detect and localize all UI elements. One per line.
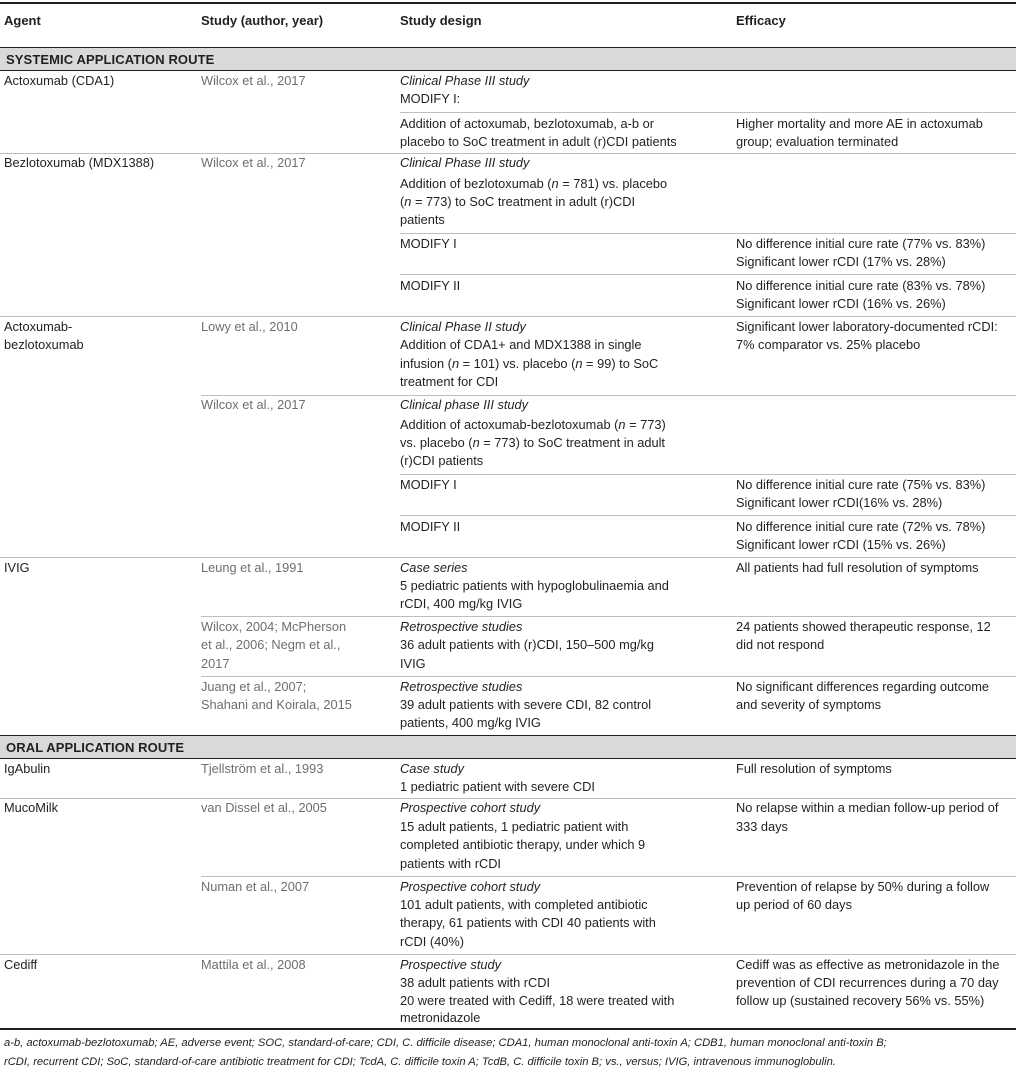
section-systemic-rule xyxy=(0,70,1016,71)
row4-study: Wilcox et al., 2017 xyxy=(201,397,306,412)
row2-sub1-efficacy: No difference initial cure rate (77% vs. 83%) xyxy=(736,236,986,251)
row5-study: Leung et al., 1991 xyxy=(201,560,304,575)
row4-divider xyxy=(400,515,1016,516)
row1-design-title: Clinical Phase III study xyxy=(400,73,530,88)
row3-design-line: treatment for CDI xyxy=(400,374,499,389)
row2-agent: Bezlotoxumab (MDX1388) xyxy=(4,155,155,170)
row9-study: van Dissel et al., 2005 xyxy=(201,800,327,815)
row10-efficacy-line: Prevention of relapse by 50% during a follow xyxy=(736,879,990,894)
row5-design-title: Case series xyxy=(400,560,468,575)
row4-design-line: vs. placebo (n = 773) to SoC treatment in adult xyxy=(400,435,665,450)
row1-study: Wilcox et al., 2017 xyxy=(201,73,306,88)
row2-sub1-efficacy: Significant lower rCDI (17% vs. 28%) xyxy=(736,254,946,269)
row6-design-line: IVIG xyxy=(400,656,426,671)
row7-study: Shahani and Koirala, 2015 xyxy=(201,697,352,712)
bottom-rule xyxy=(0,1028,1016,1030)
row7-efficacy-line: and severity of symptoms xyxy=(736,697,882,712)
row5-efficacy-line: All patients had full resolution of symptoms xyxy=(736,560,979,575)
row4-sub2-efficacy: Significant lower rCDI (15% vs. 26%) xyxy=(736,537,946,552)
row7-efficacy-line: No significant differences regarding outcome xyxy=(736,679,990,694)
section-oral xyxy=(0,736,1016,759)
row3-study: Lowy et al., 2010 xyxy=(201,319,298,334)
row1-design-line: Addition of actoxumab, bezlotoxumab, a-b or xyxy=(400,116,654,131)
row8-efficacy-line: Full resolution of symptoms xyxy=(736,761,892,776)
row7-study: Juang et al., 2007; xyxy=(201,679,307,694)
row2-sub2-efficacy: Significant lower rCDI (16% vs. 26%) xyxy=(736,296,946,311)
row11-study: Mattila et al., 2008 xyxy=(201,957,306,972)
row7-design-line: patients, 400 mg/kg IVIG xyxy=(400,715,541,730)
row9-efficacy-line: 333 days xyxy=(736,819,788,834)
row4-sub1-efficacy: No difference initial cure rate (75% vs. 83%) xyxy=(736,477,986,492)
top-rule xyxy=(0,2,1016,4)
row11-efficacy-line: follow up (sustained recovery 56% vs. 55%) xyxy=(736,993,985,1008)
row6-design-line: 36 adult patients with (r)CDI, 150–500 mg/kg xyxy=(400,637,654,652)
row1-divider xyxy=(400,112,1016,113)
row2-sub2-design: MODIFY II xyxy=(400,278,461,293)
footnote-line: a-b, actoxumab-bezlotoxumab; AE, adverse event; SOC, standard-of-care; CDI, C. difficile disease; CDA1, human monoclonal anti-toxin A; CDB1, human monoclonal anti-toxin B; xyxy=(4,1037,887,1049)
row6-study: et al., 2006; Negm et al., xyxy=(201,637,341,652)
row1-design-line: placebo to SoC treatment in adult (r)CDI patients xyxy=(400,134,677,149)
row8-study: Tjellström et al., 1993 xyxy=(201,761,324,776)
row6-efficacy-line: did not respond xyxy=(736,637,825,652)
row10-efficacy-line: up period of 60 days xyxy=(736,897,852,912)
row10-design-line: 101 adult patients, with completed antibiotic xyxy=(400,897,648,912)
row2-design-line: Addition of bezlotoxumab (n = 781) vs. placebo xyxy=(400,176,668,191)
row7-design-line: 39 adult patients with severe CDI, 82 control xyxy=(400,697,652,712)
header-agent: Agent xyxy=(4,13,41,28)
section-oral-label: ORAL APPLICATION ROUTE xyxy=(6,740,185,755)
row2-design-line: patients xyxy=(400,212,445,227)
row1-agent: Actoxumab (CDA1) xyxy=(4,73,115,88)
header-study: Study (author, year) xyxy=(201,13,324,28)
row6-efficacy-line: 24 patients showed therapeutic response, 12 xyxy=(736,619,991,634)
footnote-line: rCDI, recurrent CDI; SoC, standard-of-care antibiotic treatment for CDI; TcdA, C. difficile toxin A; TcdB, C. difficile toxin B; vs., versus; IVIG, intravenous immunoglobulin. xyxy=(4,1055,836,1068)
row4-sub1-design: MODIFY I xyxy=(400,477,457,492)
row6-study: 2017 xyxy=(201,656,230,671)
row-divider xyxy=(201,395,1016,396)
section-systemic-label: SYSTEMIC APPLICATION ROUTE xyxy=(6,52,215,67)
row11-design-line: 20 were treated with Cediff, 18 were treated with xyxy=(400,993,675,1008)
row4-design-line: Addition of actoxumab-bezlotoxumab (n = 773) xyxy=(400,417,666,432)
row1-efficacy-line: Higher mortality and more AE in actoxumab xyxy=(736,116,983,131)
row-divider xyxy=(201,876,1016,877)
row-divider xyxy=(0,557,1016,558)
row8-design-title: Case study xyxy=(400,761,465,776)
row4-sub2-efficacy: No difference initial cure rate (72% vs. 78%) xyxy=(736,519,986,534)
row8-agent: IgAbulin xyxy=(4,761,51,776)
row4-design-title: Clinical phase III study xyxy=(400,397,529,412)
row-divider xyxy=(201,676,1016,677)
row8-design-line: 1 pediatric patient with severe CDI xyxy=(400,779,595,794)
row10-design-line: therapy, 61 patients with CDI 40 patients with xyxy=(400,915,656,930)
row3-agent: bezlotoxumab xyxy=(4,337,84,352)
row4-design-line: (r)CDI patients xyxy=(400,453,484,468)
row9-design-line: completed antibiotic therapy, under which 9 xyxy=(400,837,646,852)
row11-efficacy-line: prevention of CDI recurrences during a 70 day xyxy=(736,975,999,990)
row5-agent: IVIG xyxy=(4,560,30,575)
row1-design-line: MODIFY I: xyxy=(400,91,461,106)
row3-agent: Actoxumab- xyxy=(4,319,73,334)
section-systemic xyxy=(0,48,1016,71)
row10-study: Numan et al., 2007 xyxy=(201,879,310,894)
row10-design-line: rCDI (40%) xyxy=(400,934,464,949)
row9-agent: MucoMilk xyxy=(4,800,59,815)
row11-design-title: Prospective study xyxy=(400,957,502,972)
row2-divider xyxy=(400,233,1016,234)
row2-design-line: (n = 773) to SoC treatment in adult (r)CDI xyxy=(400,194,636,209)
row11-design-line: metronidazole xyxy=(400,1010,481,1025)
row-divider xyxy=(0,316,1016,317)
row2-sub2-efficacy: No difference initial cure rate (83% vs. 78%) xyxy=(736,278,986,293)
row3-design-line: infusion (n = 101) vs. placebo (n = 99) to SoC xyxy=(400,356,659,371)
header-design: Study design xyxy=(400,13,482,28)
row9-efficacy-line: No relapse within a median follow-up period of xyxy=(736,800,999,815)
row2-sub1-design: MODIFY I xyxy=(400,236,457,251)
row5-design-line: rCDI, 400 mg/kg IVIG xyxy=(400,596,523,611)
row-divider xyxy=(0,954,1016,955)
row4-divider xyxy=(400,474,1016,475)
row4-sub2-design: MODIFY II xyxy=(400,519,461,534)
row4-sub1-efficacy: Significant lower rCDI(16% vs. 28%) xyxy=(736,495,943,510)
row11-design-line: 38 adult patients with rCDI xyxy=(400,975,551,990)
row9-design-title: Prospective cohort study xyxy=(400,800,541,815)
row2-divider xyxy=(400,274,1016,275)
row6-study: Wilcox, 2004; McPherson xyxy=(201,619,347,634)
row3-design-title: Clinical Phase II study xyxy=(400,319,526,334)
row11-agent: Cediff xyxy=(4,957,38,972)
row7-design-title: Retrospective studies xyxy=(400,679,523,694)
row3-design-line: Addition of CDA1+ and MDX1388 in single xyxy=(400,337,642,352)
row5-design-line: 5 pediatric patients with hypoglobulinaemia and xyxy=(400,578,669,593)
row2-study: Wilcox et al., 2017 xyxy=(201,155,306,170)
row6-design-title: Retrospective studies xyxy=(400,619,523,634)
row3-efficacy-line: 7% comparator vs. 25% placebo xyxy=(736,337,921,352)
row1-efficacy-line: group; evaluation terminated xyxy=(736,134,899,149)
row2-design-title: Clinical Phase III study xyxy=(400,155,530,170)
row3-efficacy-line: Significant lower laboratory-documented rCDI: xyxy=(736,319,998,334)
row10-design-title: Prospective cohort study xyxy=(400,879,541,894)
row11-efficacy-line: Cediff was as effective as metronidazole in the xyxy=(736,957,1000,972)
row9-design-line: 15 adult patients, 1 pediatric patient with xyxy=(400,819,629,834)
table-footnote xyxy=(4,1034,1014,1071)
header-efficacy: Efficacy xyxy=(736,13,786,28)
row-divider xyxy=(201,616,1016,617)
row9-design-line: patients with rCDI xyxy=(400,856,501,871)
section-oral-rule xyxy=(0,758,1016,759)
